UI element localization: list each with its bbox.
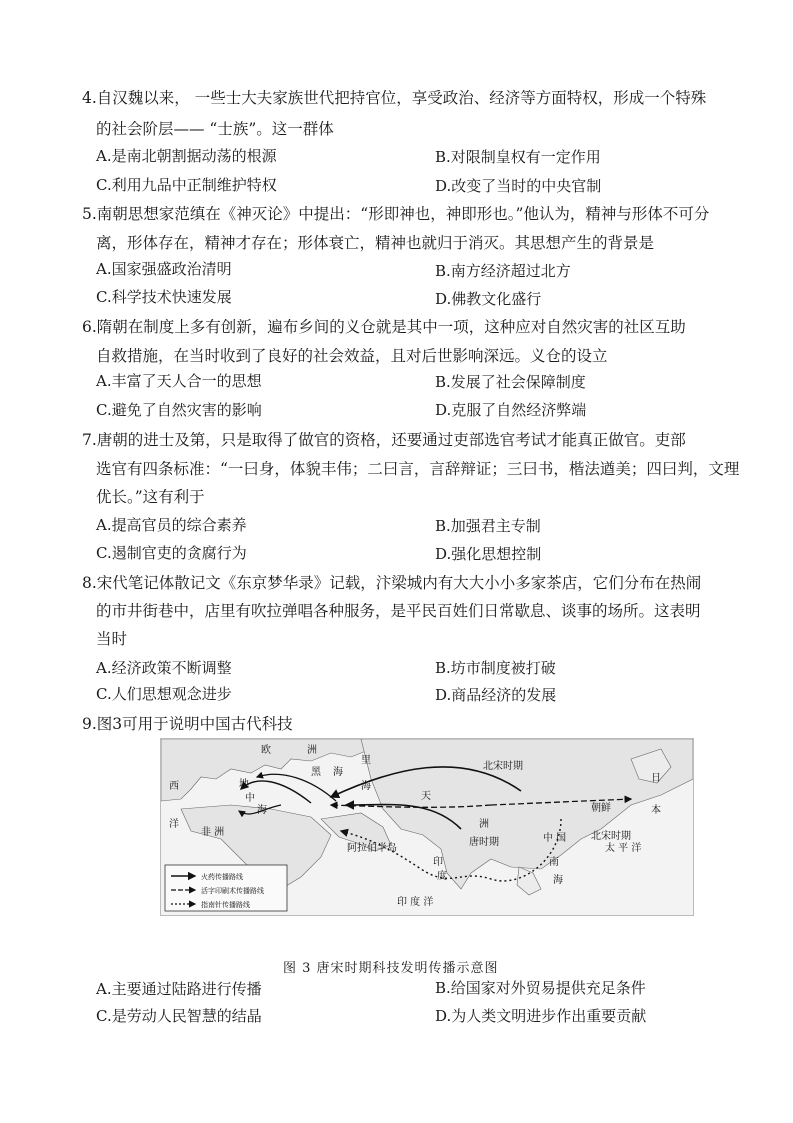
q5-option-d[interactable]: D.佛教文化盛行: [435, 290, 542, 308]
map-label-ben: 本: [651, 805, 661, 816]
q5-option-c[interactable]: C.科学技术快速发展: [96, 288, 232, 306]
map-label-hai-a: 海: [333, 767, 343, 778]
map-label-bei-song-top: 北宋时期: [483, 761, 523, 772]
q9-option-d[interactable]: D.为人类文明进步作出重要贡献: [435, 1007, 647, 1025]
q8-stem-line3: 当时: [96, 630, 128, 648]
map-label-hai-nan: 海: [553, 875, 563, 886]
q4-option-a[interactable]: A.是南北朝割据动荡的根源: [96, 147, 277, 165]
q7-option-a[interactable]: A.提高官员的综合素养: [96, 516, 247, 534]
map-label-india-2: 度: [437, 871, 447, 882]
q4-stem-line2: 的社会阶层—— “士族”。这一群体: [96, 120, 334, 138]
map-legend: [165, 865, 287, 911]
map-label-hai: 海: [257, 805, 267, 816]
transmission-map-figure: [160, 738, 694, 916]
map-label-hei: 黑: [311, 767, 321, 778]
q5-option-a[interactable]: A.国家强盛政治清明: [96, 260, 232, 278]
map-label-li: 里: [361, 755, 371, 766]
q9-stem-line1: 9.图3可用于说明中国古代科技: [82, 715, 293, 733]
q8-option-c[interactable]: C.人们思想观念进步: [96, 685, 232, 703]
map-label-bei-song-right: 北宋时期: [591, 831, 631, 842]
map-label-europe-2: 洲: [307, 745, 317, 756]
q8-stem-line2: 的市井街巷中，店里有吹拉弹唱各种服务，是平民百姓们日常歇息、谈事的场所。这表明: [96, 602, 701, 620]
q6-stem-line1: 6.隋朝在制度上多有创新，遍布乡间的义仓就是其中一项，这种应对自然灾害的社区互助: [82, 318, 686, 336]
q6-option-a[interactable]: A.丰富了天人合一的思想: [96, 372, 262, 390]
q7-option-c[interactable]: C.遏制官吏的贪腐行为: [96, 544, 247, 562]
q7-option-d[interactable]: D.强化思想控制: [435, 545, 542, 563]
q8-option-a[interactable]: A.经济政策不断调整: [96, 659, 232, 677]
map-label-yang: 洋: [169, 819, 179, 830]
map-label-pacific: 太 平 洋: [605, 843, 642, 854]
q6-stem-line2: 自救措施，在当时收到了良好的社会效益，且对后世影响深远。义仓的设立: [96, 347, 608, 365]
map-label-hai-b: 海: [361, 781, 371, 792]
q5-stem-line1: 5.南朝思想家范缜在《神灭论》中提出：“形即神也，神即形也。”他认为，精神与形体不可分: [82, 205, 710, 223]
q9-option-a[interactable]: A.主要通过陆路进行传播: [96, 980, 262, 998]
q8-stem-line1: 8.宋代笔记体散记文《东京梦华录》记载，汴梁城内有大大小小多家茶店，它们分布在热闹: [82, 574, 702, 592]
q7-stem-line1: 7.唐朝的进士及第，只是取得了做官的资格，还要通过吏部选官考试才能真正做官。吏部: [82, 431, 686, 449]
q7-stem-line3: 优长。”这有利于: [96, 488, 205, 506]
map-label-korea: 朝鲜: [591, 803, 611, 814]
q8-option-d[interactable]: D.商品经济的发展: [435, 686, 557, 704]
map-label-xi: 西: [169, 781, 179, 792]
map-label-arabia: 阿拉伯半岛: [347, 843, 397, 854]
map-label-india-1: 印: [433, 857, 443, 868]
q6-option-b[interactable]: B.发展了社会保障制度: [435, 373, 586, 391]
q5-stem-line2: 离，形体存在，精神才存在；形体衰亡，精神也就归于消灭。其思想产生的背景是: [96, 234, 655, 252]
transmission-map-svg: [161, 739, 693, 915]
q8-option-b[interactable]: B.坊市制度被打破: [435, 659, 556, 677]
q6-option-c[interactable]: C.避免了自然灾害的影响: [96, 401, 262, 419]
q4-option-d[interactable]: D.改变了当时的中央官制: [435, 177, 602, 195]
legend-gunpowder: 火药传播路线: [201, 873, 243, 881]
q4-option-c[interactable]: C.利用九品中正制维护特权: [96, 176, 277, 194]
legend-printing: 活字印刷术传播路线: [201, 887, 264, 895]
map-label-china: 中 国: [543, 833, 567, 844]
legend-compass: 指南针传播路线: [201, 901, 250, 909]
map-label-ri: 日: [651, 773, 661, 784]
map-label-africa: 非 洲: [201, 827, 225, 838]
map-label-tian: 天: [421, 791, 431, 802]
map-label-nan: 南: [549, 857, 559, 868]
map-label-di: 地: [239, 779, 249, 790]
q4-option-b[interactable]: B.对限制皇权有一定作用: [435, 148, 601, 166]
map-label-europe-1: 欧: [261, 745, 271, 756]
map-label-indian-ocean: 印 度 洋: [397, 897, 434, 908]
q7-option-b[interactable]: B.加强君主专制: [435, 517, 541, 535]
q4-stem-line1: 4.自汉魏以来， 一些士大夫家族世代把持官位，享受政治、经济等方面特权，形成一个特殊: [82, 89, 707, 107]
q5-option-b[interactable]: B.南方经济超过北方: [435, 262, 571, 280]
map-label-zhou: 洲: [479, 819, 489, 830]
q9-option-c[interactable]: C.是劳动人民智慧的结晶: [96, 1007, 262, 1025]
q9-option-b[interactable]: B.给国家对外贸易提供充足条件: [435, 979, 646, 997]
q6-option-d[interactable]: D.克服了自然经济弊端: [435, 401, 587, 419]
map-label-zhong: 中: [245, 793, 255, 804]
map-label-tang: 唐时期: [469, 837, 499, 848]
q7-stem-line2: 选官有四条标准：“一曰身，体貌丰伟；二曰言，言辞辩证；三曰书，楷法遒美；四曰判，文理: [96, 460, 740, 478]
figure-caption: 图 3 唐宋时期科技发明传播示意图: [283, 961, 499, 976]
